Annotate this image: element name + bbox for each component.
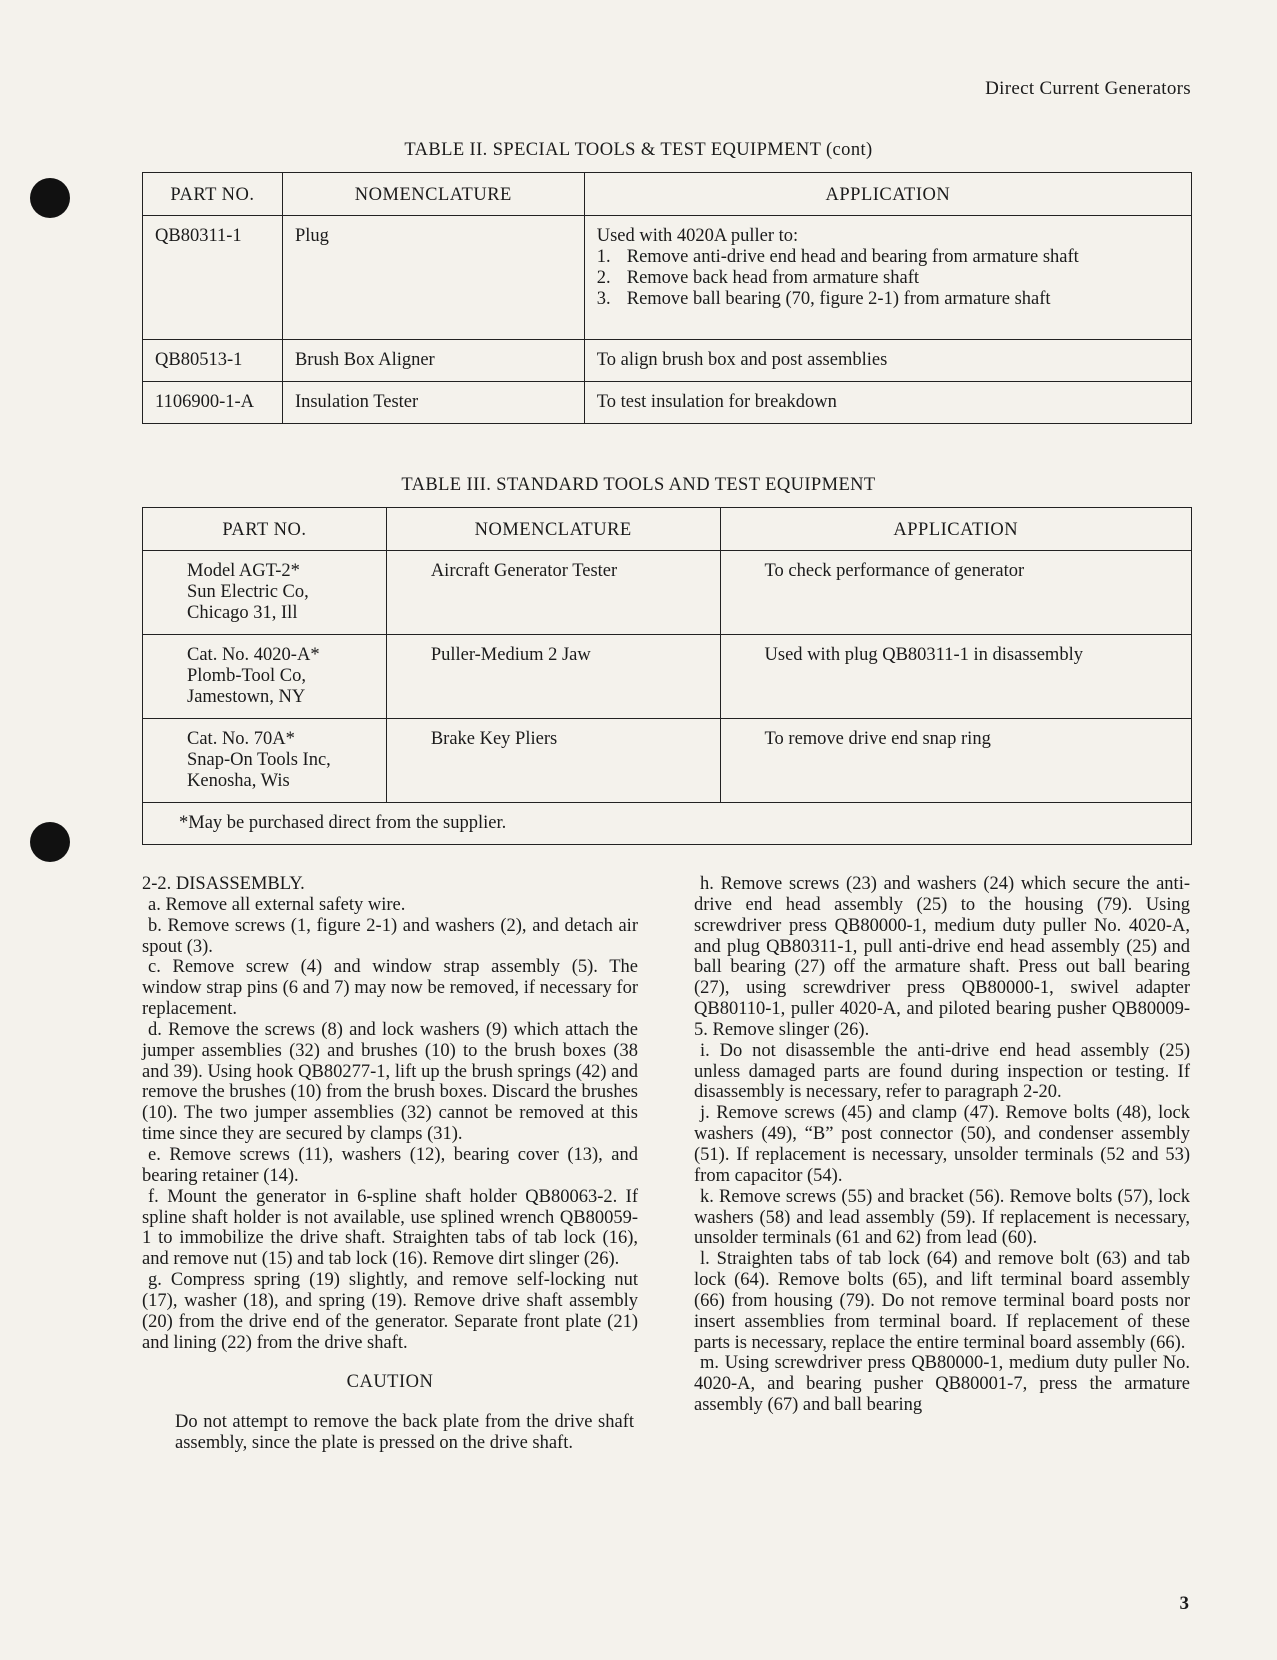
left-column (142, 874, 638, 1454)
column-header: NOMENCLATURE (282, 173, 584, 216)
table-row (143, 719, 1192, 803)
column-header: PART NO. (143, 173, 283, 216)
list-item: 2. Remove back head from armature shaft (596, 268, 920, 288)
part-number: 1106900-1-A (143, 382, 283, 424)
nomenclature: Insulation Tester (282, 382, 584, 424)
table-row (143, 382, 1192, 424)
step-i: i. Do not disassemble the anti-drive end head assembly (25) unless damaged parts are found during inspection or testing. If disassembly is necessary, refer to paragraph 2-20. (694, 1040, 1190, 1103)
step-m: m. Using screwdriver press QB80000-1, medium duty puller No. 4020-A, and bearing pusher QB80001-7, press the armature assembly (67) and ball bearing (694, 1353, 1190, 1416)
application: To test insulation for breakdown (584, 382, 1191, 424)
part-number: QB80311-1 (143, 216, 283, 340)
special-tools-table (142, 172, 1192, 424)
table-row (143, 635, 1192, 719)
table-header-row (143, 508, 1192, 551)
step-f: f. Mount the generator in 6-spline shaft holder QB80063-2. If spline shaft holder is not available, use splined wrench QB80059-1 to immobilize the drive shaft. Straighten tabs of tab lock (16), and remove nut (15) and tab lock (16). Remove dirt slinger (26). (142, 1186, 638, 1270)
application: To remove drive end snap ring (720, 719, 1191, 803)
right-column (694, 874, 1190, 1416)
nomenclature: Brake Key Pliers (386, 719, 720, 803)
part-number: Model AGT-2* Sun Electric Co, Chicago 31, Ill (143, 551, 387, 635)
application: To check performance of generator (720, 551, 1191, 635)
application: Used with plug QB80311-1 in disassembly (720, 635, 1191, 719)
table-footnote: *May be purchased direct from the supplier. (143, 803, 1192, 845)
step-h: h. Remove screws (23) and washers (24) which secure the anti-drive end head assembly (25) to the housing (79). Using screwdriver press QB80000-1, medium duty puller No. 4020-A, and plug QB80311-1, pull anti-drive end head assembly (25) and ball bearing (27) off the armature shaft. Press out ball bearing (27), using screwdriver press QB80000-1, swivel adapter QB80110-1, puller 4020-A, and piloted bearing pusher QB80009-5. Remove slinger (26). (694, 874, 1190, 1040)
running-header: Direct Current Generators (985, 78, 1191, 99)
application-list (597, 247, 1181, 310)
step-j: j. Remove screws (45) and clamp (47). Remove bolts (48), lock washers (49), “B” post connector (50), and condenser assembly (51). If replacement is necessary, unsolder terminals (52 and 53) from capacitor (54). (694, 1103, 1190, 1186)
part-number: Cat. No. 4020-A* Plomb-Tool Co, Jamestown, NY (143, 635, 387, 719)
caution-text: Do not attempt to remove the back plate from the drive shaft assembly, since the plate is pressed on the drive shaft. (175, 1412, 634, 1454)
table-row (143, 551, 1192, 635)
section-heading: 2-2. DISASSEMBLY. (142, 874, 305, 894)
nomenclature: Plug (282, 216, 584, 340)
step-e: e. Remove screws (11), washers (12), bearing cover (13), and bearing retainer (14). (142, 1144, 638, 1186)
table-row (143, 216, 1192, 340)
part-number: QB80513-1 (143, 340, 283, 382)
step-g: g. Compress spring (19) slightly, and remove self-locking nut (17), washer (18), and spring (19). Remove drive shaft assembly (20) from the drive end of the generator. Separate front plate (21) and lining (22) from the drive shaft. (142, 1270, 638, 1353)
table-header-row (143, 173, 1192, 216)
list-item: 1. Remove anti-drive end head and bearing from armature shaft (596, 247, 1079, 267)
standard-tools-table (142, 507, 1192, 845)
step-l: l. Straighten tabs of tab lock (64) and remove bolt (63) and tab lock (64). Remove bolts (65), and lift terminal board assembly (66) from housing (79). Do not remove terminal board posts nor insert assemblies from terminal board. If replacement of these parts is necessary, replace the entire terminal board assembly (66). (694, 1249, 1190, 1353)
nomenclature: Aircraft Generator Tester (386, 551, 720, 635)
column-header: NOMENCLATURE (386, 508, 720, 551)
step-c: c. Remove screw (4) and window strap assembly (5). The window strap pins (6 and 7) may now be removed, if necessary for replacement. (142, 957, 638, 1020)
application: To align brush box and post assemblies (584, 340, 1191, 382)
table3-caption: TABLE III. STANDARD TOOLS AND TEST EQUIPMENT (401, 475, 876, 495)
step-d: d. Remove the screws (8) and lock washers (9) which attach the jumper assemblies (32) and brushes (10) to the brush boxes (38 and 39). Using hook QB80277-1, lift up the brush springs (42) and remove the brushes (10) from the brush boxes. Discard the brushes (10). The two jumper assemblies (32) cannot be removed at this time since they are secured by clamps (31). (142, 1019, 638, 1145)
punch-hole-bottom (30, 822, 70, 862)
application-intro: Used with 4020A puller to: (596, 226, 799, 246)
step-b: b. Remove screws (1, figure 2-1) and washers (2), and detach air spout (3). (142, 915, 638, 957)
table-footnote-row (143, 803, 1192, 845)
column-header: PART NO. (143, 508, 387, 551)
column-header: APPLICATION (584, 173, 1191, 216)
nomenclature: Puller-Medium 2 Jaw (386, 635, 720, 719)
table-row (143, 340, 1192, 382)
punch-hole-top (30, 178, 70, 218)
step-k: k. Remove screws (55) and bracket (56). Remove bolts (57), lock washers (58) and lead assembly (59). If replacement is necessary, unsolder terminals (61 and 62) from lead (60). (694, 1186, 1190, 1249)
caution-heading: CAUTION (346, 1372, 434, 1393)
nomenclature: Brush Box Aligner (282, 340, 584, 382)
part-number: Cat. No. 70A* Snap-On Tools Inc, Kenosha, Wis (143, 719, 387, 803)
page-number: 3 (1179, 1593, 1189, 1614)
table2-caption: TABLE II. SPECIAL TOOLS & TEST EQUIPMENT (cont) (404, 140, 873, 160)
step-a: a. Remove all external safety wire. (148, 894, 406, 915)
list-item: 3. Remove ball bearing (70, figure 2-1) from armature shaft (596, 289, 1051, 309)
column-header: APPLICATION (720, 508, 1191, 551)
application (584, 216, 1191, 340)
